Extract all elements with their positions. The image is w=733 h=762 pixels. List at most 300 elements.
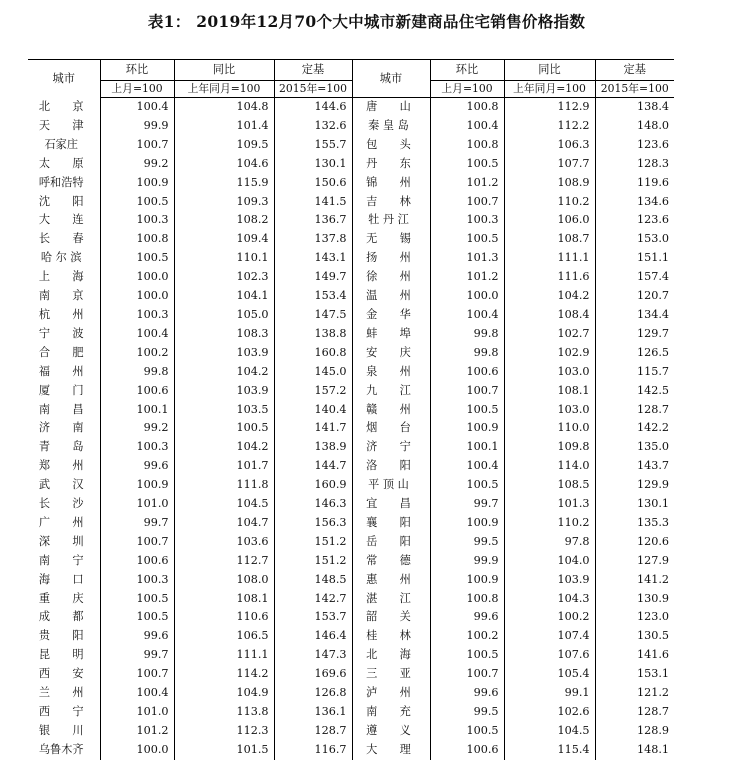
- mom-left-cell: 100.5: [100, 193, 174, 212]
- table-row: [28, 155, 674, 174]
- city-right-cell: 宜 昌: [352, 495, 430, 514]
- yoy-right-cell: 108.7: [504, 230, 595, 249]
- city-header-right: 城市: [352, 60, 430, 98]
- city-right-cell: 桂 林: [352, 627, 430, 646]
- base-right-cell: 123.6: [595, 136, 674, 155]
- city-left-cell: 郑 州: [38, 459, 84, 473]
- yoy-header-left: 同比: [174, 60, 274, 81]
- yoy-right-cell: 106.3: [504, 136, 595, 155]
- city-right-cell: 遵 义: [352, 722, 430, 741]
- base-left-cell: 156.3: [274, 514, 352, 533]
- base-left-cell: 146.3: [274, 495, 352, 514]
- yoy-left-cell: 102.3: [174, 268, 274, 287]
- base-right-cell: 138.4: [595, 98, 674, 117]
- city-left-cell: 哈 尔 滨: [40, 251, 82, 265]
- city-left-cell: 大 连: [38, 213, 84, 227]
- yoy-left-cell: 104.1: [174, 287, 274, 306]
- yoy-right-cell: 104.3: [504, 590, 595, 609]
- mom-left-cell: 100.2: [100, 344, 174, 363]
- mom-left-cell: 101.2: [100, 722, 174, 741]
- city-left-cell: 济 南: [38, 421, 84, 435]
- table-row: [28, 268, 674, 287]
- mom-right-cell: 100.9: [430, 571, 504, 590]
- mom-right-cell: 100.7: [430, 193, 504, 212]
- mom-right-cell: 100.1: [430, 438, 504, 457]
- base-left-cell: 155.7: [274, 136, 352, 155]
- base-left-cell: 142.7: [274, 590, 352, 609]
- table-row: [28, 174, 674, 193]
- mom-right-cell: 99.5: [430, 703, 504, 722]
- mom-right-cell: 100.5: [430, 155, 504, 174]
- table-row: [28, 495, 674, 514]
- table-row: [28, 438, 674, 457]
- mom-right-cell: 99.7: [430, 495, 504, 514]
- yoy-left-cell: 105.0: [174, 306, 274, 325]
- city-right-cell: 丹 东: [352, 155, 430, 174]
- yoy-left-cell: 108.2: [174, 211, 274, 230]
- mom-left-cell: 100.7: [100, 665, 174, 684]
- base-right-cell: 119.6: [595, 174, 674, 193]
- city-left-cell: 西 宁: [38, 705, 84, 718]
- base-left-cell: 143.1: [274, 249, 352, 268]
- city-left-cell: 银 川: [38, 723, 84, 737]
- table-row: [28, 363, 674, 382]
- yoy-left-cell: 108.1: [174, 590, 274, 609]
- base-right-cell: 148.0: [595, 117, 674, 136]
- city-right-cell: 金 华: [352, 306, 430, 325]
- mom-right-cell: 101.2: [430, 268, 504, 287]
- base-left-cell: 138.8: [274, 325, 352, 344]
- yoy-right-cell: 102.9: [504, 344, 595, 363]
- mom-left-cell: 100.1: [100, 401, 174, 420]
- mom-left-cell: 100.0: [100, 741, 174, 760]
- city-left-cell: 厦 门: [38, 383, 84, 397]
- mom-header-left: 环比: [100, 60, 174, 81]
- city-left-cell: 深 圳: [38, 534, 84, 548]
- yoy-right-cell: 104.5: [504, 722, 595, 741]
- base-right-cell: 135.3: [595, 514, 674, 533]
- city-right-cell: 唐 山: [352, 98, 430, 117]
- mom-right-cell: 100.5: [430, 476, 504, 495]
- mom-left-cell: 100.9: [100, 174, 174, 193]
- city-right-cell: 济 宁: [352, 438, 430, 457]
- city-right-cell: 牡 丹 江: [352, 211, 430, 230]
- table-row: [28, 741, 674, 760]
- city-right-cell: 泉 州: [352, 363, 430, 382]
- mom-right-cell: 100.7: [430, 382, 504, 401]
- base-right-cell: 143.7: [595, 457, 674, 476]
- yoy-left-cell: 108.3: [174, 325, 274, 344]
- base-right-cell: 142.2: [595, 419, 674, 438]
- city-left-cell: 上 海: [38, 270, 84, 284]
- city-left-cell: 青 岛: [38, 440, 84, 454]
- city-left-cell: 乌鲁木齐: [38, 742, 84, 756]
- mom-left-cell: 99.7: [100, 514, 174, 533]
- mom-right-cell: 100.6: [430, 741, 504, 760]
- yoy-right-cell: 108.4: [504, 306, 595, 325]
- mom-left-cell: 101.0: [100, 495, 174, 514]
- city-right-cell: 锦 州: [352, 174, 430, 193]
- mom-left-cell: 100.5: [100, 249, 174, 268]
- city-left-cell: 广 州: [38, 515, 84, 529]
- table-row: [28, 590, 674, 609]
- table-row: [28, 249, 674, 268]
- base-left-cell: 126.8: [274, 684, 352, 703]
- yoy-subheader-right: 上年同月=100: [504, 81, 595, 98]
- base-left-cell: 132.6: [274, 117, 352, 136]
- city-right-cell: 安 庆: [352, 344, 430, 363]
- base-right-cell: 130.1: [595, 495, 674, 514]
- yoy-left-cell: 103.9: [174, 344, 274, 363]
- base-left-cell: 153.7: [274, 608, 352, 627]
- base-left-cell: 141.7: [274, 419, 352, 438]
- city-left-cell: 合 肥: [38, 345, 84, 359]
- city-right-cell: 无 锡: [352, 230, 430, 249]
- mom-left-cell: 100.7: [100, 136, 174, 155]
- city-left-cell: 福 州: [38, 364, 84, 378]
- city-right-cell: 温 州: [352, 287, 430, 306]
- yoy-left-cell: 104.2: [174, 363, 274, 382]
- mom-left-cell: 100.3: [100, 438, 174, 457]
- city-left-cell: 天 津: [38, 118, 84, 132]
- table-row: [28, 136, 674, 155]
- table-row: [28, 703, 674, 722]
- table-row: [28, 230, 674, 249]
- yoy-left-cell: 109.3: [174, 193, 274, 212]
- table-row: [28, 665, 674, 684]
- mom-left-cell: 100.4: [100, 684, 174, 703]
- mom-right-cell: 99.6: [430, 608, 504, 627]
- table-row: [28, 552, 674, 571]
- base-right-cell: 141.2: [595, 571, 674, 590]
- city-left-cell: 南 京: [38, 289, 84, 303]
- base-left-cell: 128.7: [274, 722, 352, 741]
- base-right-cell: 121.2: [595, 684, 674, 703]
- yoy-right-cell: 106.0: [504, 211, 595, 230]
- city-right-cell: 三 亚: [352, 665, 430, 684]
- base-left-cell: 116.7: [274, 741, 352, 760]
- base-right-cell: 128.7: [595, 703, 674, 722]
- yoy-left-cell: 108.0: [174, 571, 274, 590]
- mom-right-cell: 101.2: [430, 174, 504, 193]
- mom-right-cell: 100.8: [430, 136, 504, 155]
- mom-right-cell: 101.3: [430, 249, 504, 268]
- mom-right-cell: 100.6: [430, 363, 504, 382]
- base-right-cell: 153.0: [595, 230, 674, 249]
- base-right-cell: 151.1: [595, 249, 674, 268]
- base-left-cell: 137.8: [274, 230, 352, 249]
- yoy-right-cell: 111.1: [504, 249, 595, 268]
- yoy-left-cell: 110.6: [174, 608, 274, 627]
- mom-right-cell: 100.9: [430, 419, 504, 438]
- city-right-cell: 大 理: [352, 741, 430, 760]
- mom-right-cell: 100.9: [430, 514, 504, 533]
- mom-right-cell: 100.5: [430, 230, 504, 249]
- yoy-left-cell: 106.5: [174, 627, 274, 646]
- city-right-cell: 韶 关: [352, 608, 430, 627]
- mom-right-cell: 100.7: [430, 665, 504, 684]
- table-row: [28, 117, 674, 136]
- yoy-right-cell: 112.2: [504, 117, 595, 136]
- mom-right-cell: 100.0: [430, 287, 504, 306]
- city-right-cell: 洛 阳: [352, 457, 430, 476]
- yoy-right-cell: 107.6: [504, 646, 595, 665]
- city-left-cell: 西 安: [38, 667, 84, 681]
- base-right-cell: 157.4: [595, 268, 674, 287]
- city-right-cell: 岳 阳: [352, 533, 430, 552]
- city-right-cell: 吉 林: [352, 193, 430, 212]
- yoy-left-cell: 103.5: [174, 401, 274, 420]
- city-right-cell: 包 头: [352, 136, 430, 155]
- yoy-left-cell: 110.1: [174, 249, 274, 268]
- yoy-right-cell: 108.9: [504, 174, 595, 193]
- table-row: [28, 627, 674, 646]
- table-row: [28, 325, 674, 344]
- mom-subheader-left: 上月=100: [100, 81, 174, 98]
- base-left-cell: 144.7: [274, 457, 352, 476]
- yoy-left-cell: 101.5: [174, 741, 274, 760]
- table-row: [28, 382, 674, 401]
- mom-left-cell: 100.0: [100, 287, 174, 306]
- yoy-left-cell: 104.2: [174, 438, 274, 457]
- table-row: [28, 306, 674, 325]
- mom-right-cell: 100.8: [430, 98, 504, 117]
- base-right-cell: 129.7: [595, 325, 674, 344]
- base-right-cell: 123.0: [595, 608, 674, 627]
- yoy-right-cell: 102.7: [504, 325, 595, 344]
- city-left-cell: 呼和浩特: [38, 175, 84, 189]
- yoy-left-cell: 104.6: [174, 155, 274, 174]
- city-right-cell: 徐 州: [352, 268, 430, 287]
- mom-left-cell: 100.3: [100, 571, 174, 590]
- base-right-cell: 129.9: [595, 476, 674, 495]
- city-left-cell: 杭 州: [38, 307, 84, 321]
- yoy-left-cell: 109.4: [174, 230, 274, 249]
- table-row: [28, 344, 674, 363]
- mom-left-cell: 100.8: [100, 230, 174, 249]
- table-row: [28, 401, 674, 420]
- mom-left-cell: 99.6: [100, 457, 174, 476]
- base-right-cell: 127.9: [595, 552, 674, 571]
- mom-right-cell: 100.5: [430, 646, 504, 665]
- base-left-cell: 144.6: [274, 98, 352, 117]
- base-left-cell: 147.3: [274, 646, 352, 665]
- mom-left-cell: 99.9: [100, 117, 174, 136]
- table-row: [28, 476, 674, 495]
- base-left-cell: 160.9: [274, 476, 352, 495]
- city-right-cell: 烟 台: [352, 419, 430, 438]
- table-row: [28, 419, 674, 438]
- city-left-cell: 沈 阳: [38, 194, 84, 208]
- city-right-cell: 平 顶 山: [352, 476, 430, 495]
- base-left-cell: 151.2: [274, 552, 352, 571]
- base-left-cell: 145.0: [274, 363, 352, 382]
- city-left-cell: 南 昌: [38, 402, 84, 416]
- yoy-right-cell: 97.8: [504, 533, 595, 552]
- city-right-cell: 北 海: [352, 646, 430, 665]
- city-right-cell: 泸 州: [352, 684, 430, 703]
- yoy-right-cell: 110.0: [504, 419, 595, 438]
- yoy-right-cell: 103.0: [504, 363, 595, 382]
- base-left-cell: 136.7: [274, 211, 352, 230]
- mom-left-cell: 100.5: [100, 608, 174, 627]
- mom-right-cell: 100.4: [430, 117, 504, 136]
- mom-right-cell: 100.2: [430, 627, 504, 646]
- yoy-left-cell: 111.8: [174, 476, 274, 495]
- table-row: [28, 514, 674, 533]
- yoy-right-cell: 109.8: [504, 438, 595, 457]
- base-right-cell: 134.4: [595, 306, 674, 325]
- yoy-left-cell: 109.5: [174, 136, 274, 155]
- mom-left-cell: 100.4: [100, 325, 174, 344]
- mom-right-cell: 99.9: [430, 552, 504, 571]
- city-right-cell: 蚌 埠: [352, 325, 430, 344]
- yoy-left-cell: 104.5: [174, 495, 274, 514]
- yoy-right-cell: 107.4: [504, 627, 595, 646]
- base-subheader-right: 2015年=100: [595, 81, 674, 98]
- mom-left-cell: 100.9: [100, 476, 174, 495]
- city-left-cell: 贵 阳: [38, 629, 84, 643]
- yoy-left-cell: 113.8: [174, 703, 274, 722]
- yoy-left-cell: 115.9: [174, 174, 274, 193]
- city-left-cell: 北 京: [38, 99, 84, 113]
- yoy-right-cell: 107.7: [504, 155, 595, 174]
- yoy-right-cell: 110.2: [504, 193, 595, 212]
- mom-left-cell: 100.6: [100, 382, 174, 401]
- table-row: [28, 646, 674, 665]
- mom-left-cell: 100.3: [100, 306, 174, 325]
- base-left-cell: 141.5: [274, 193, 352, 212]
- base-right-cell: 135.0: [595, 438, 674, 457]
- base-left-cell: 148.5: [274, 571, 352, 590]
- mom-right-cell: 100.5: [430, 722, 504, 741]
- yoy-right-cell: 111.6: [504, 268, 595, 287]
- city-right-cell: 扬 州: [352, 249, 430, 268]
- city-left-cell: 石家庄: [44, 137, 79, 151]
- base-left-cell: 153.4: [274, 287, 352, 306]
- base-right-cell: 134.6: [595, 193, 674, 212]
- yoy-right-cell: 104.0: [504, 552, 595, 571]
- mom-right-cell: 100.4: [430, 457, 504, 476]
- city-right-cell: 惠 州: [352, 571, 430, 590]
- base-right-cell: 148.1: [595, 741, 674, 760]
- base-right-cell: 128.7: [595, 401, 674, 420]
- yoy-left-cell: 104.7: [174, 514, 274, 533]
- base-right-cell: 141.6: [595, 646, 674, 665]
- mom-right-cell: 99.8: [430, 344, 504, 363]
- yoy-right-cell: 114.0: [504, 457, 595, 476]
- yoy-left-cell: 104.9: [174, 684, 274, 703]
- base-right-cell: 128.9: [595, 722, 674, 741]
- mom-left-cell: 100.4: [100, 98, 174, 117]
- yoy-right-cell: 105.4: [504, 665, 595, 684]
- table-header: [28, 60, 674, 98]
- yoy-subheader-left: 上年同月=100: [174, 81, 274, 98]
- mom-left-cell: 99.8: [100, 363, 174, 382]
- base-header-right: 定基: [595, 60, 674, 81]
- yoy-right-cell: 112.9: [504, 98, 595, 117]
- base-left-cell: 136.1: [274, 703, 352, 722]
- yoy-right-cell: 115.4: [504, 741, 595, 760]
- base-right-cell: 128.3: [595, 155, 674, 174]
- base-right-cell: 115.7: [595, 363, 674, 382]
- yoy-left-cell: 112.7: [174, 552, 274, 571]
- yoy-right-cell: 101.3: [504, 495, 595, 514]
- base-right-cell: 130.9: [595, 590, 674, 609]
- mom-left-cell: 100.3: [100, 211, 174, 230]
- mom-left-cell: 99.6: [100, 627, 174, 646]
- city-left-cell: 长 沙: [38, 497, 84, 511]
- yoy-left-cell: 103.6: [174, 533, 274, 552]
- city-right-cell: 常 德: [352, 552, 430, 571]
- yoy-right-cell: 103.9: [504, 571, 595, 590]
- city-left-cell: 南 宁: [38, 553, 84, 567]
- city-left-cell: 海 口: [38, 572, 84, 586]
- mom-right-cell: 100.5: [430, 401, 504, 420]
- mom-right-cell: 100.3: [430, 211, 504, 230]
- table-row: [28, 457, 674, 476]
- city-right-cell: 南 充: [352, 703, 430, 722]
- base-right-cell: 153.1: [595, 665, 674, 684]
- base-left-cell: 150.6: [274, 174, 352, 193]
- yoy-left-cell: 101.7: [174, 457, 274, 476]
- yoy-right-cell: 104.2: [504, 287, 595, 306]
- base-right-cell: 142.5: [595, 382, 674, 401]
- base-header-left: 定基: [274, 60, 352, 81]
- base-left-cell: 138.9: [274, 438, 352, 457]
- base-right-cell: 130.5: [595, 627, 674, 646]
- yoy-right-cell: 110.2: [504, 514, 595, 533]
- yoy-left-cell: 103.9: [174, 382, 274, 401]
- table-body: [28, 98, 674, 760]
- yoy-right-cell: 100.2: [504, 608, 595, 627]
- city-left-cell: 武 汉: [38, 478, 84, 492]
- yoy-left-cell: 112.3: [174, 722, 274, 741]
- mom-left-cell: 101.0: [100, 703, 174, 722]
- yoy-left-cell: 111.1: [174, 646, 274, 665]
- city-right-cell: 九 江: [352, 382, 430, 401]
- mom-right-cell: 99.6: [430, 684, 504, 703]
- mom-left-cell: 99.7: [100, 646, 174, 665]
- mom-right-cell: 100.8: [430, 590, 504, 609]
- mom-right-cell: 99.8: [430, 325, 504, 344]
- table-row: [28, 287, 674, 306]
- city-left-cell: 太 原: [38, 156, 84, 170]
- mom-header-right: 环比: [430, 60, 504, 81]
- city-right-cell: 湛 江: [352, 590, 430, 609]
- price-index-table: [28, 59, 674, 760]
- mom-left-cell: 100.5: [100, 590, 174, 609]
- yoy-right-cell: 108.5: [504, 476, 595, 495]
- city-left-cell: 长 春: [38, 232, 84, 246]
- base-right-cell: 123.6: [595, 211, 674, 230]
- city-header-left: 城市: [28, 60, 100, 98]
- mom-left-cell: 100.7: [100, 533, 174, 552]
- table-row: [28, 533, 674, 552]
- yoy-right-cell: 99.1: [504, 684, 595, 703]
- table-title: 表1： 2019年12月70个大中城市新建商品住宅销售价格指数: [147, 12, 586, 31]
- city-left-cell: 宁 波: [38, 326, 84, 340]
- yoy-left-cell: 100.5: [174, 419, 274, 438]
- mom-left-cell: 99.2: [100, 419, 174, 438]
- yoy-left-cell: 101.4: [174, 117, 274, 136]
- table-row: [28, 193, 674, 212]
- mom-left-cell: 100.6: [100, 552, 174, 571]
- base-left-cell: 130.1: [274, 155, 352, 174]
- mom-left-cell: 99.2: [100, 155, 174, 174]
- yoy-right-cell: 102.6: [504, 703, 595, 722]
- city-left-cell: 成 都: [38, 610, 84, 624]
